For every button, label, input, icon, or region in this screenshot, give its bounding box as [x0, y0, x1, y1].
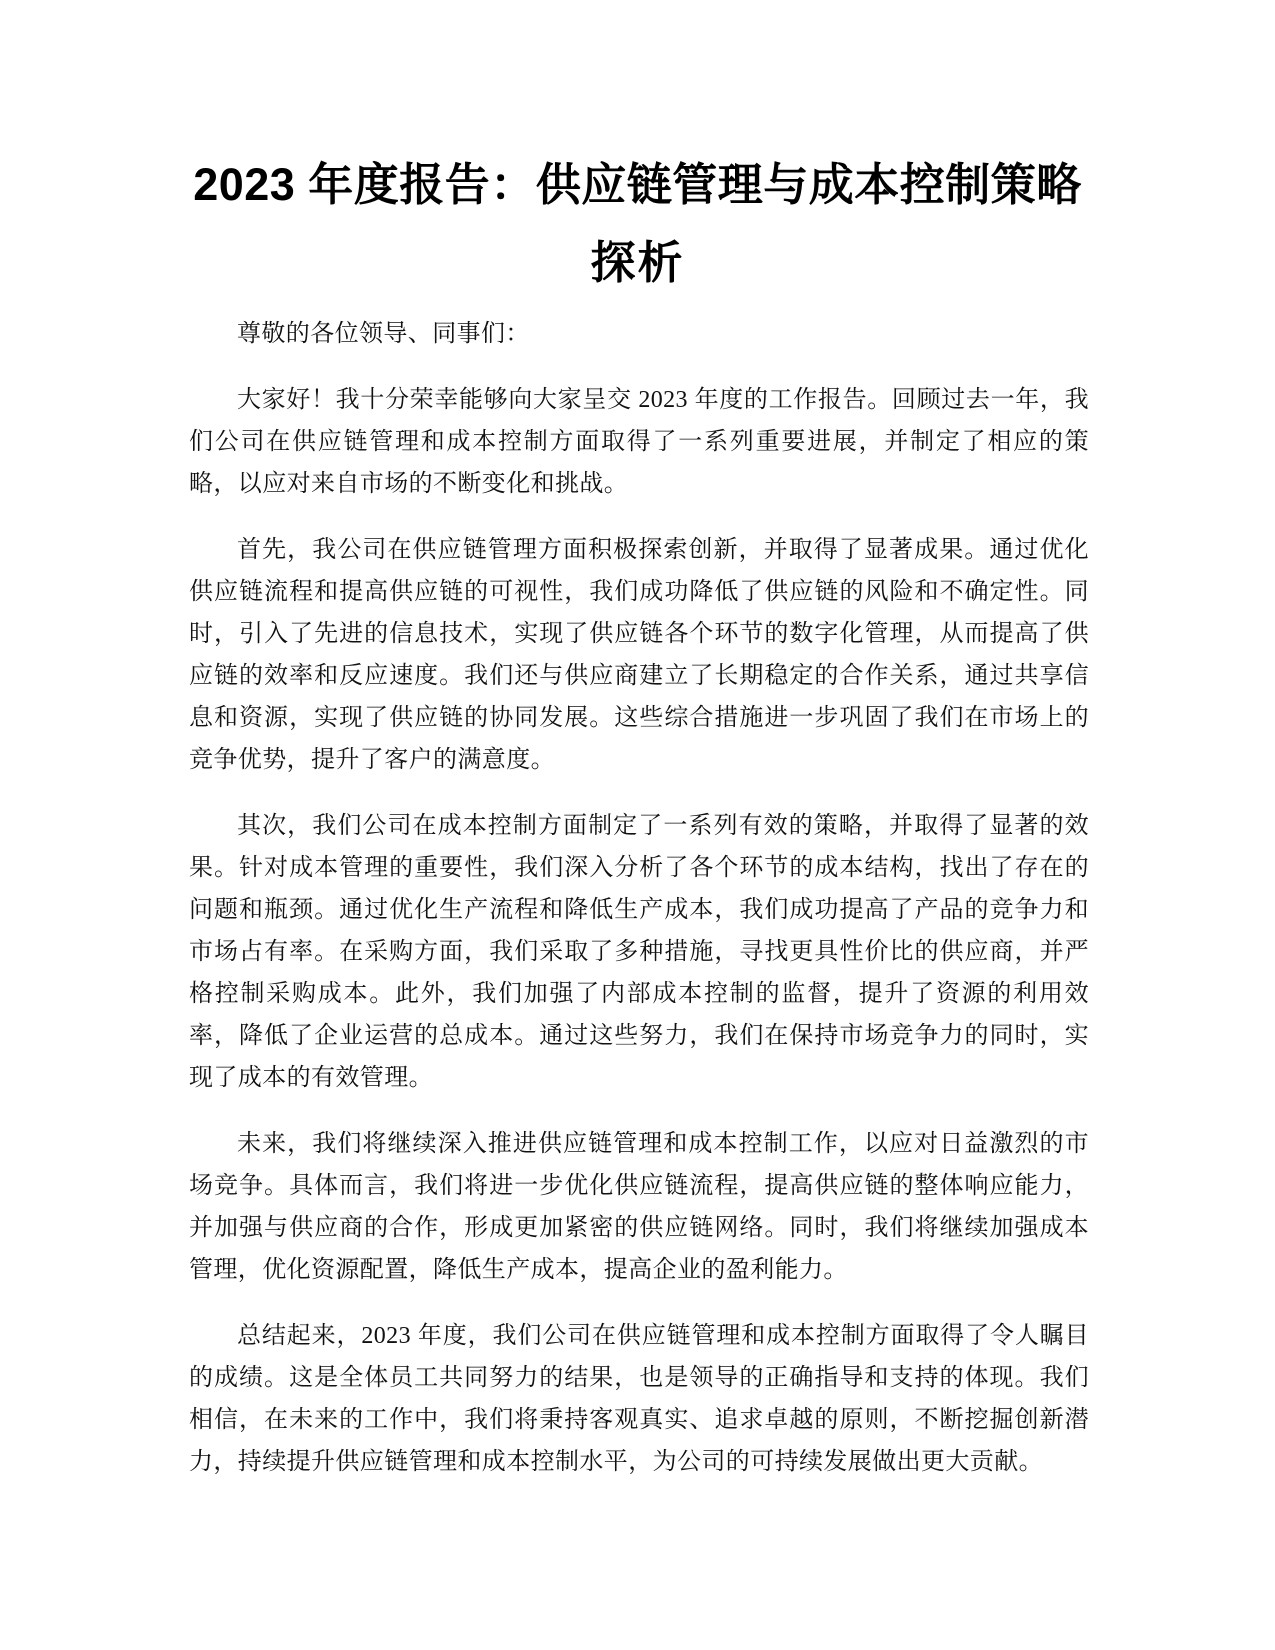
- paragraph-conclusion: 总结起来，2023 年度，我们公司在供应链管理和成本控制方面取得了令人瞩目的成绩。这是全体员工共同努力的结果，也是领导的正确指导和支持的体现。我们相信，在未来的工作中，我们将秉持客观真实、追求卓越的原则，不断挖掘创新潜力，持续提升供应链管理和成本控制水平，为公司的可持续发展做出更大贡献。: [189, 1323, 1089, 1475]
- document-title-line-1: 2023 年度报告：供应链管理与成本控制策略: [193, 159, 1082, 210]
- paragraph-cost-control: 其次，我们公司在成本控制方面制定了一系列有效的策略，并取得了显著的效果。针对成本管理的重要性，我们深入分析了各个环节的成本结构，找出了存在的问题和瓶颈。通过优化生产流程和降低生产成本，我们成功提高了产品的竞争力和市场占有率。在采购方面，我们采取了多种措施，寻找更具性价比的供应商，并严格控制采购成本。此外，我们加强了内部成本控制的监督，提升了资源的利用效率，降低了企业运营的总成本。通过这些努力，我们在保持市场竞争力的同时，实现了成本的有效管理。: [189, 813, 1089, 1091]
- document-body: [189, 313, 1089, 1507]
- document-title-line-2: 探析: [590, 237, 685, 288]
- salutation: 尊敬的各位领导、同事们：: [237, 321, 530, 347]
- paragraph-greeting: 大家好！我十分荣幸能够向大家呈交 2023 年度的工作报告。回顾过去一年，我们公司在供应链管理和成本控制方面取得了一系列重要进展，并制定了相应的策略，以应对来自市场的不断变化和挑战。: [189, 387, 1089, 497]
- paragraph-supply-chain: 首先，我公司在供应链管理方面积极探索创新，并取得了显著成果。通过优化供应链流程和提高供应链的可视性，我们成功降低了供应链的风险和不确定性。同时，引入了先进的信息技术，实现了供应链各个环节的数字化管理，从而提高了供应链的效率和反应速度。我们还与供应商建立了长期稳定的合作关系，通过共享信息和资源，实现了供应链的协同发展。这些综合措施进一步巩固了我们在市场上的竞争优势，提升了客户的满意度。: [189, 537, 1089, 773]
- paragraph-future-plan: 未来，我们将继续深入推进供应链管理和成本控制工作，以应对日益激烈的市场竞争。具体而言，我们将进一步优化供应链流程，提高供应链的整体响应能力，并加强与供应商的合作，形成更加紧密的供应链网络。同时，我们将继续加强成本管理，优化资源配置，降低生产成本，提高企业的盈利能力。: [189, 1131, 1089, 1283]
